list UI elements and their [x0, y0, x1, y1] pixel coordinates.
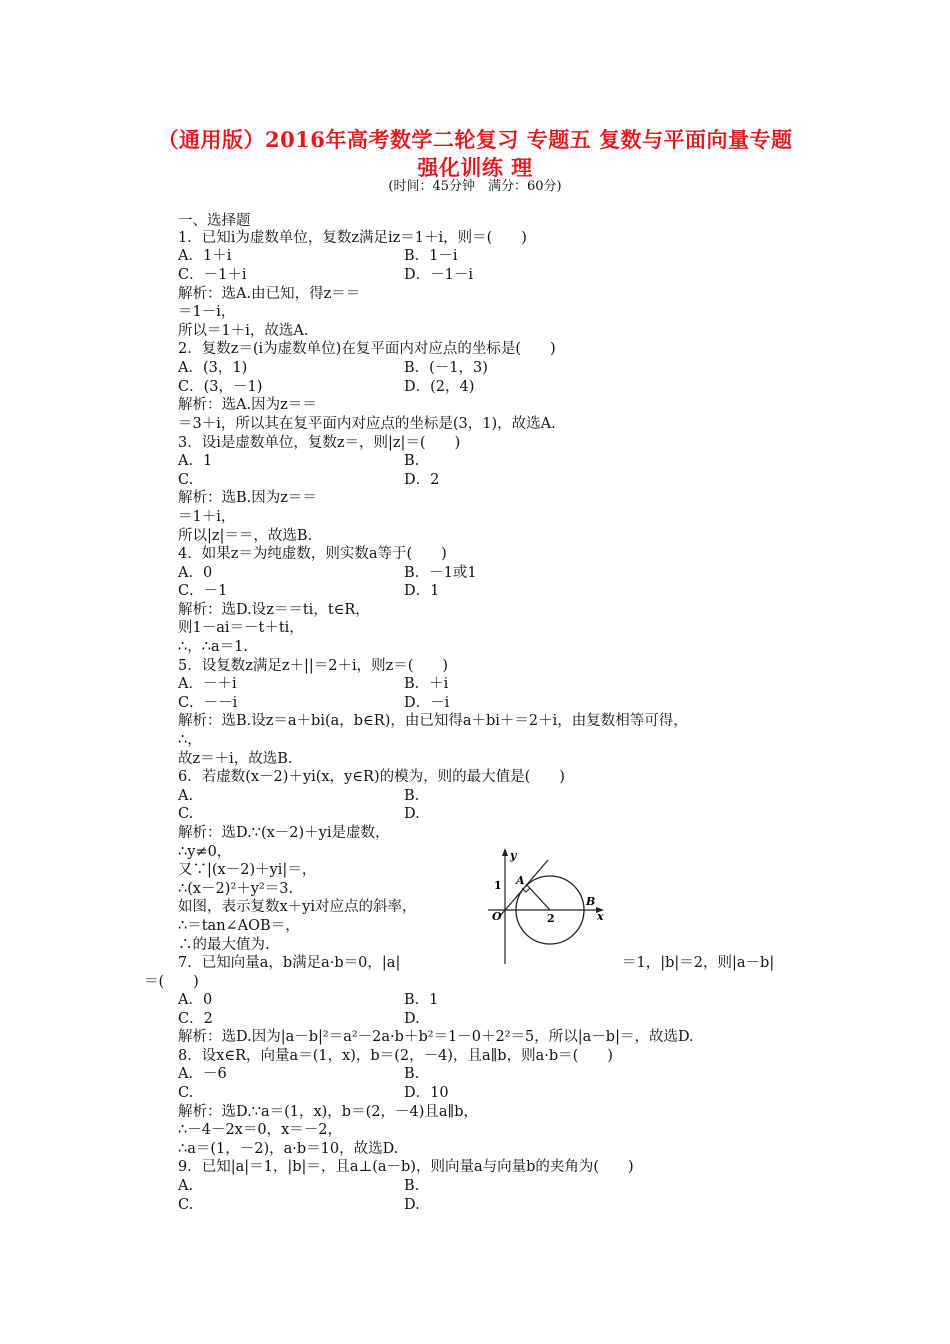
- option-d: D．1: [404, 583, 440, 599]
- option-c: C.: [178, 472, 194, 488]
- option-a: A．(3，1): [178, 360, 248, 376]
- solution-line: ∴a＝(1，－2)，a·b＝10，故选D.: [178, 1141, 399, 1157]
- tangent-line: [500, 860, 548, 916]
- section-heading: 一、选择题: [178, 213, 251, 229]
- x-axis-label: x: [597, 910, 604, 923]
- solution-line: ＝1－i，: [178, 304, 236, 320]
- solution-line: 解析：选D.∵(x－2)＋yi是虚数，: [178, 825, 390, 841]
- option-d: D．－1－i: [404, 267, 473, 283]
- option-c: C．2: [178, 1011, 213, 1027]
- option-b: B．＋i: [404, 676, 449, 692]
- option-a: A．0: [178, 992, 213, 1008]
- question-7-continued: ＝1，|b|＝2，则|a－b|: [622, 955, 775, 971]
- option-b: B.: [404, 1066, 420, 1082]
- document-title-line1: （通用版）2016年高考数学二轮复习 专题五 复数与平面向量专题: [157, 127, 793, 152]
- document-title-line2: 强化训练 理: [417, 155, 533, 180]
- option-d: D．－i: [404, 695, 450, 711]
- question-4: 4．如果z＝为纯虚数，则实数a等于( ): [178, 546, 447, 562]
- option-a: A．－＋i: [178, 676, 237, 692]
- tick-1-label: 1: [494, 879, 502, 892]
- solution-line: 解析：选D.设z＝＝ti，t∈R，: [178, 602, 370, 618]
- origin-label: O: [492, 910, 502, 923]
- option-c: C．－－i: [178, 695, 238, 711]
- option-b: B．1: [404, 992, 439, 1008]
- option-b: B.: [404, 1178, 420, 1194]
- solution-line: 所以|z|＝＝，故选B.: [178, 528, 313, 544]
- option-c: C．(3，－1): [178, 379, 263, 395]
- option-c: C.: [178, 1197, 194, 1213]
- point-a-label: A: [516, 874, 525, 887]
- option-a: A．0: [178, 565, 213, 581]
- solution-line: 又∵|(x－2)＋yi|＝，: [178, 862, 317, 878]
- solution-line: 解析：选A.由已知，得z＝＝: [178, 286, 361, 302]
- question-1: 1．已知i为虚数单位，复数z满足iz＝1＋i，则＝( ): [178, 230, 527, 246]
- option-d: D.: [404, 1197, 420, 1213]
- option-b: B．1－i: [404, 248, 458, 264]
- option-b: B.: [404, 788, 420, 804]
- solution-line: ＝3＋i，所以其在复平面内对应点的坐标是(3，1)，故选A.: [178, 416, 556, 432]
- option-d: D．2: [404, 472, 440, 488]
- solution-line: 故z＝＋i，故选B.: [178, 751, 293, 767]
- solution-line: ∴(x－2)²＋y²＝3.: [178, 881, 294, 897]
- question-7: 7．已知向量a，b满足a·b＝0，|a|: [178, 955, 401, 971]
- solution-line: 则1－ai＝－t＋ti，: [178, 620, 304, 636]
- solution-line: ∴的最大值为.: [178, 937, 270, 953]
- solution-line: ∴－4－2x＝0，x＝－2，: [178, 1122, 342, 1138]
- question-9: 9．已知|a|＝1，|b|＝，且a⊥(a－b)，则向量a与向量b的夹角为( ): [178, 1159, 634, 1175]
- solution-line: 如图，表示复数x＋yi对应点的斜率，: [178, 899, 417, 915]
- option-c: C．－1＋i: [178, 267, 247, 283]
- option-a: A．1＋i: [178, 248, 232, 264]
- document-subtitle: (时间：45分钟 满分：60分): [388, 179, 562, 194]
- option-a: A.: [178, 788, 194, 804]
- question-6: 6．若虚数(x－2)＋yi(x，y∈R)的模为，则的最大值是( ): [178, 769, 565, 785]
- option-c: C.: [178, 806, 194, 822]
- option-d: D．(2，4): [404, 379, 475, 395]
- question-2: 2．复数z＝(i为虚数单位)在复平面内对应点的坐标是( ): [178, 341, 556, 357]
- question-8: 8．设x∈R，向量a＝(1，x)，b＝(2，－4)，且a∥b，则a·b＝( ): [178, 1048, 613, 1064]
- solution-line: ∴＝tan∠AOB＝，: [178, 918, 300, 934]
- question-5: 5．设复数z满足z＋||＝2＋i，则z＝( ): [178, 658, 449, 674]
- y-axis-arrow: [502, 848, 508, 856]
- option-d: D.: [404, 806, 420, 822]
- question-3: 3．设i是虚数单位，复数z＝，则|z|＝( ): [178, 435, 461, 451]
- solution-line: ∴，: [178, 732, 202, 748]
- option-b: B.: [404, 453, 420, 469]
- solution-line: 解析：选D.因为|a－b|²＝a²－2a·b＋b²＝1－0＋2²＝5，所以|a－b|＝，故选D.: [178, 1029, 694, 1045]
- solution-line: 解析：选B.因为z＝＝: [178, 490, 317, 506]
- option-c: C.: [178, 1085, 194, 1101]
- option-b: B．(－1，3): [404, 360, 488, 376]
- option-d: D．10: [404, 1085, 449, 1101]
- option-a: A．－6: [178, 1066, 227, 1082]
- solution-line: ∴y≠0，: [178, 844, 232, 860]
- tick-2-label: 2: [547, 912, 555, 925]
- option-b: B．－1或1: [404, 565, 477, 581]
- point-b-label: B: [586, 895, 596, 908]
- solution-line: 解析：选D.∵a＝(1，x)，b＝(2，－4)且a∥b，: [178, 1104, 478, 1120]
- circle-tangent-figure: [478, 846, 608, 966]
- solution-line: ∴，∴a＝1.: [178, 639, 248, 655]
- y-axis-label: y: [510, 849, 517, 862]
- option-d: D.: [404, 1011, 420, 1027]
- solution-line: 解析：选A.因为z＝＝: [178, 397, 317, 413]
- solution-line: 解析：选B.设z＝a＋bi(a，b∈R)，由已知得a＋bi＋＝2＋i，由复数相等可得，: [178, 713, 688, 729]
- option-a: A．1: [178, 453, 213, 469]
- option-a: A.: [178, 1178, 194, 1194]
- solution-line: 所以＝1＋i，故选A.: [178, 323, 309, 339]
- solution-line: ＝1＋i，: [178, 509, 236, 525]
- option-c: C．－1: [178, 583, 228, 599]
- question-7-bracket: ＝( ): [144, 974, 199, 990]
